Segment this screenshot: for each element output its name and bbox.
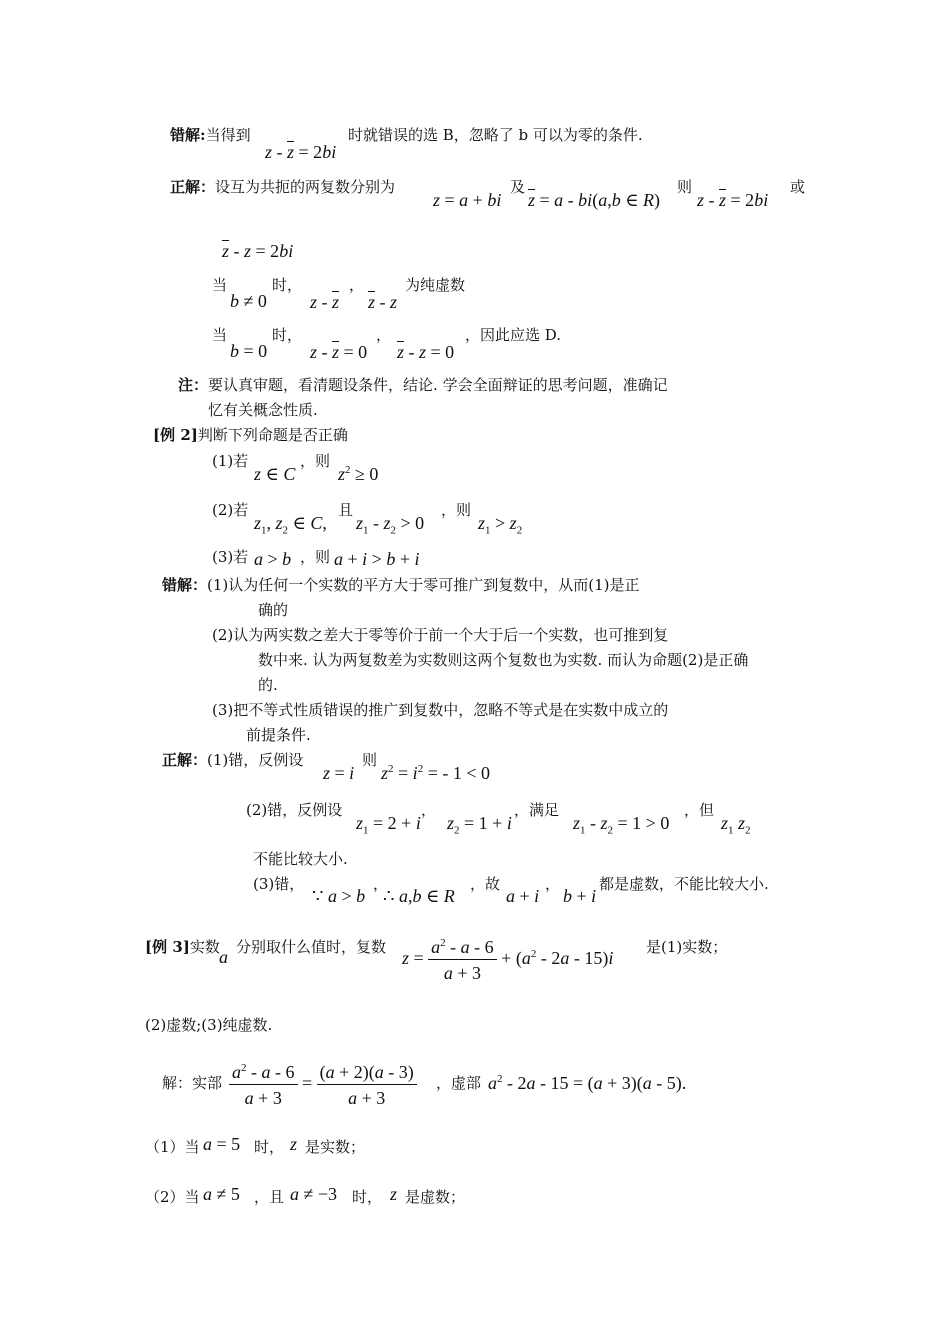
text: (3)把不等式性质错误的推广到复数中，忽略不等式是在实数中成立的: [212, 701, 669, 719]
example-3-title: [145, 940, 220, 955]
text: 时就错误的选 B，忽略了 b 可以为零的条件.: [348, 126, 643, 144]
text: 及: [510, 178, 526, 196]
formula-a-plus-i: a + i: [506, 886, 540, 906]
text: （1）当: [145, 1138, 200, 1156]
formula-conj-minus-z: $\overline{z} - z = 2bi$: [222, 241, 294, 261]
formula-b-eq-0: b = 0: [230, 341, 268, 361]
text: 或: [790, 178, 806, 196]
formula-a-plus-i-gt-b-plus-i: a + i > b + i: [334, 549, 420, 569]
right-label: 正解: [170, 178, 201, 196]
formula-z2-eq-1-plus-i: $z_2 = 1 + i$: [447, 813, 512, 837]
formula-z-in-C: z ∈ C: [254, 464, 296, 484]
text: (3)错，: [253, 875, 305, 893]
text: (2)认为两实数之差大于零等价于前一个大于后一个实数，也可推到复: [212, 626, 669, 644]
formula-z1-minus-z2-gt-0: $z_1 - z_2 > 0$: [356, 513, 425, 537]
text: ，则: [441, 501, 472, 519]
formula-z2-eq-i2: $z^2 = i^2$ = - 1 < 0: [381, 763, 490, 783]
right-label: 正解: [162, 751, 193, 769]
formula-z2-ge-0: $z^2 \ge 0$: [338, 464, 379, 484]
example-3-label: [例 3]: [145, 938, 190, 956]
text: ，故: [470, 875, 501, 893]
text: 前提条件.: [246, 726, 311, 744]
text: (1)错，反例设: [207, 751, 304, 769]
text: ，: [421, 801, 437, 819]
formula-b-plus-i: b + i: [563, 886, 597, 906]
text: (2)若: [212, 501, 249, 519]
formula-therefore-ab-in-R: ∴ a,b ∈ R: [383, 886, 455, 906]
text: 当: [212, 276, 228, 294]
formula-conj-minus-z: $\overline{z}$ - z: [368, 292, 398, 312]
example-2-label: [例 2]: [153, 426, 198, 444]
wrong-label: 错解: [170, 126, 201, 144]
formula-z1-eq-2-plus-i: $z_1 = 2 + i$: [356, 813, 421, 837]
text: 时，: [272, 276, 303, 294]
text: 要认真审题，看清题设条件，结论. 学会全面辩证的思考问题，准确记: [208, 376, 668, 394]
formula-z1-minus-z2-eq-1: $z_1 - z_2 = 1 > 0$: [573, 813, 670, 837]
text: ，虚部: [436, 1074, 482, 1092]
text: 数中来. 认为两复数差为实数则这两个复数也为实数. 而认为命题(2)是正确: [258, 651, 749, 669]
formula-z1-gt-z2: $z_1 > z_2$: [478, 513, 523, 537]
formula-z-minus-conj-zero: $z - \overline{z} = 0$: [310, 342, 368, 362]
formula-a-gt-b: a > b: [254, 549, 292, 569]
text: 是(1)实数；: [646, 938, 728, 956]
text: 当: [212, 326, 228, 344]
text: 时，: [272, 326, 303, 344]
note-line-1: 注：要认真审题，看清题设条件，结论. 学会全面辩证的思考问题，准确记: [178, 376, 668, 394]
formula-imag-part: $a^2 - 2a - 15 = (a + 3)(a - 5)$.: [488, 1073, 687, 1093]
formula-a: a: [219, 947, 228, 967]
formula-z-minus-conj: z - $\overline{z}$: [310, 292, 340, 312]
example-2-title: [153, 428, 348, 443]
text: 都是虚数，不能比较大小.: [599, 875, 769, 893]
formula-z: z: [290, 1134, 298, 1154]
text: 时，: [352, 1188, 383, 1206]
right-solution-line: 正解：(1)错，反例设: [162, 751, 304, 769]
text: 分别取什么值时，复数: [236, 938, 387, 956]
text: 是实数；: [305, 1138, 366, 1156]
formula-b-ne-0: b ≠ 0: [230, 291, 267, 311]
text: ，: [349, 276, 365, 294]
formula-because-a-gt-b: ∵ a > b: [312, 886, 366, 906]
wrong-label: 错解: [162, 576, 193, 594]
text: 则: [362, 751, 378, 769]
text: (2)错，反例设: [246, 801, 343, 819]
formula-z: z = a + bi: [433, 190, 502, 210]
text: (1)若: [212, 452, 249, 470]
formula-z-eq-i: z = i: [323, 763, 355, 783]
text: (3)若: [212, 548, 249, 566]
formula-conj-z: $\overline{z} = a - bi(a,b$ ∈ R): [528, 190, 661, 210]
text: 是虚数；: [405, 1188, 466, 1206]
note-label: 注: [178, 376, 194, 394]
text: （2）当: [145, 1188, 200, 1206]
text: ，: [545, 875, 561, 893]
formula-z-complex: z = $\frac{a^2 - a - 6}{a + 3}$ + $(a^2 - 2a - 15)i$: [402, 937, 614, 983]
text: ，因此应选 D.: [465, 326, 562, 344]
text: 解：实部: [162, 1074, 223, 1092]
formula-z: z: [390, 1184, 398, 1204]
text: 为纯虚数: [405, 276, 466, 294]
formula-conj-minus-z-zero: $\overline{z} - z = 0$: [397, 342, 455, 362]
text: 实数: [189, 938, 220, 956]
formula-a-ne-minus-3: a ≠ −3: [290, 1184, 338, 1204]
text: 的.: [258, 676, 278, 694]
right-solution-line: 正解：设互为共扼的两复数分别为: [170, 178, 396, 196]
text: 时，: [254, 1138, 285, 1156]
text: 设互为共扼的两复数分别为: [215, 178, 396, 196]
wrong-solution-line: 错解:当得到: [170, 126, 251, 144]
text: 判断下列命题是否正确: [197, 426, 348, 444]
formula-z-minus-conj: $z - \overline{z} = 2bi$: [265, 142, 337, 162]
text: ，则: [300, 452, 331, 470]
formula-a-eq-5: a = 5: [203, 1134, 241, 1154]
formula-z-minus-conj: $z - \overline{z} = 2bi$: [697, 190, 769, 210]
wrong-solution-line: 错解：(1)认为任何一个实数的平方大于零可推广到复数中，从而(1)是正: [162, 576, 640, 594]
formula-real-part: $\frac{a^2 - a - 6}{a + 3}$ = $\frac{(a + 2)(a - 3)}{a + 3}$: [229, 1063, 417, 1107]
text: ，则: [300, 548, 331, 566]
text: ，但: [684, 801, 715, 819]
text: (2)虚数;(3)纯虚数.: [145, 1016, 273, 1034]
text: ，: [376, 326, 392, 344]
note-line-2: 忆有关概念性质.: [208, 401, 318, 419]
text: ，满足: [514, 801, 560, 819]
text: ，且: [254, 1188, 285, 1206]
formula-z1-z2: $z_1$ $z_2$: [721, 813, 751, 837]
formula-a-ne-5: a ≠ 5: [203, 1184, 240, 1204]
text: 当得到: [205, 126, 251, 144]
formula-z1-z2-in-C: $z_1$, $z_2$ ∈ C,: [254, 513, 327, 537]
text: (1)认为任何一个实数的平方大于零可推广到复数中，从而(1)是正: [207, 576, 640, 594]
text: ，: [373, 875, 389, 893]
text: 且: [338, 501, 354, 519]
text: 确的: [258, 601, 289, 619]
text: 不能比较大小.: [253, 850, 348, 868]
text: 则: [677, 178, 693, 196]
